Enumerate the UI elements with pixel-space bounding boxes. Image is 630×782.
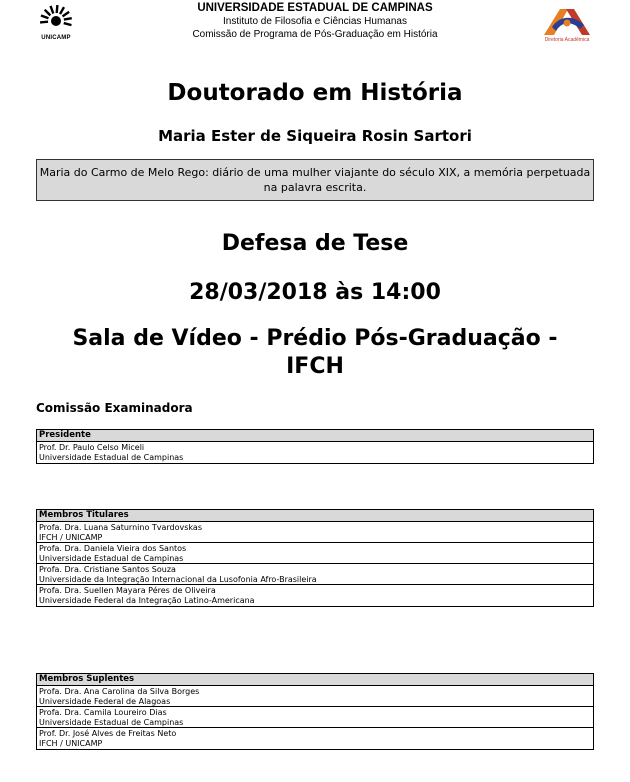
program-title: Doutorado em História (167, 80, 463, 106)
suplentes-table (36, 673, 594, 750)
unicamp-logo (34, 4, 78, 46)
student-name: Maria Ester de Siqueira Rosin Sartori (158, 127, 472, 145)
titulares-table (36, 509, 594, 607)
table-header: Membros Suplentes (37, 674, 593, 686)
table-row (37, 442, 593, 463)
member-institution: Universidade Estadual de Campinas (39, 453, 184, 462)
table-row (37, 543, 593, 564)
committee-title: Comissão Examinadora (36, 401, 193, 415)
member-name: Profa. Dra. Camila Loureiro Dias (39, 708, 167, 717)
unicamp-logo-text: UNICAMP (41, 35, 71, 41)
member-name: Profa. Dra. Daniela Vieira dos Santos (39, 544, 187, 553)
thesis-title-box (36, 159, 594, 201)
president-table (36, 429, 594, 464)
thesis-title: Maria do Carmo de Melo Rego: diário de uma mulher viajante do século XIX, a memória perpetuada na palavra escrita. (39, 166, 591, 194)
member-name: Prof. Dr. José Alves de Freitas Neto (39, 729, 177, 738)
diretoria-academica-logo (538, 5, 596, 47)
table-row (37, 686, 593, 707)
table-header: Membros Titulares (37, 510, 593, 522)
member-institution: Universidade Federal da Integração Latino-Americana (39, 596, 255, 605)
member-name: Profa. Dra. Suellen Mayara Péres de Oliveira (39, 586, 216, 595)
member-name: Prof. Dr. Paulo Celso Miceli (39, 443, 145, 452)
unicamp-emblem-icon (34, 4, 78, 36)
table-header: Presidente (37, 430, 593, 442)
table-row (37, 564, 593, 585)
member-institution: Universidade Estadual de Campinas (39, 554, 184, 563)
table-row (37, 585, 593, 606)
table-row (37, 707, 593, 728)
diretoria-academica-emblem-icon (538, 5, 596, 37)
member-name: Profa. Dra. Luana Saturnino Tvardovskas (39, 523, 202, 532)
header-center (150, 2, 480, 41)
member-institution: Universidade Estadual de Campinas (39, 718, 184, 727)
member-institution: Universidade da Integração Internacional da Lusofonia Afro-Brasileira (39, 575, 317, 584)
member-institution: IFCH / UNICAMP (39, 739, 103, 748)
table-row (37, 728, 593, 749)
commission-name: Comissão de Programa de Pós-Graduação em História (192, 29, 438, 40)
event-location: Sala de Vídeo - Prédio Pós-Graduação - IFCH (72, 326, 558, 379)
event-datetime: 28/03/2018 às 14:00 (189, 280, 441, 305)
member-name: Profa. Dra. Cristiane Santos Souza (39, 565, 176, 574)
university-name: UNIVERSIDADE ESTADUAL DE CAMPINAS (197, 2, 433, 14)
member-institution: Universidade Federal de Alagoas (39, 697, 171, 706)
document-header (0, 0, 630, 50)
member-name: Profa. Dra. Ana Carolina da Silva Borges (39, 687, 200, 696)
diretoria-academica-logo-text: Diretoria Acadêmica (544, 37, 590, 43)
event-type: Defesa de Tese (221, 231, 409, 256)
member-institution: IFCH / UNICAMP (39, 533, 103, 542)
institute-name: Instituto de Filosofia e Ciências Humanas (223, 16, 407, 27)
table-row (37, 522, 593, 543)
